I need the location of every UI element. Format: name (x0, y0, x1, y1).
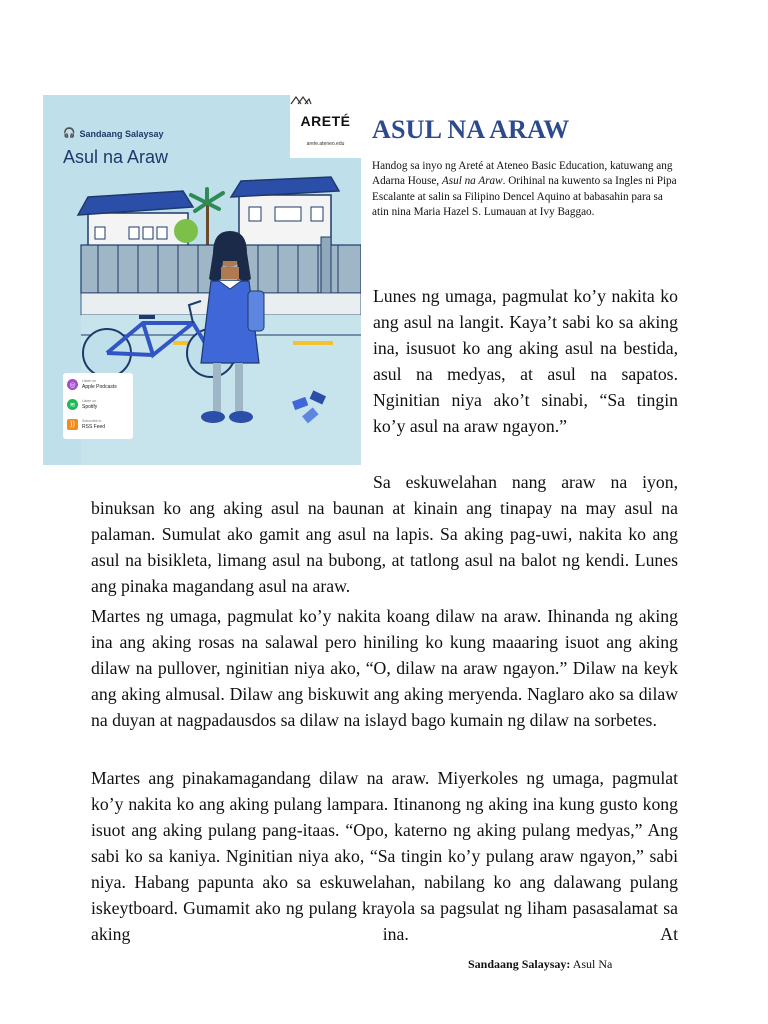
listen-rss-feed[interactable] (67, 419, 105, 430)
listen-small-label: Subscribe to (82, 419, 102, 423)
paragraph-tuesday: Martes ng umaga, pagmulat ko’y nakita koang dilaw na araw. Ihinanda ng aking ina ang aking rosas na salawal pero hiniling ko kung maaaring isuot ang aking dilaw na pullover, nginitian niya ako, “O, dilaw na araw ngayon.” Dilaw na keyk ang aking almusal. Dilaw ang biskuwit ang aking meryenda. Naglaro ako sa dilaw na duyan at nagpadausdos sa dilaw na islayd bago kumain ng dilaw na sorbetes. (91, 606, 678, 730)
paragraph-school-wrap (91, 469, 678, 599)
headphones-icon: 🎧 (63, 128, 76, 139)
arete-mark-icon (290, 95, 312, 105)
listen-panel (63, 373, 133, 439)
intro-paragraph (372, 159, 682, 221)
paragraph-wednesday: Martes ang pinakamagandang dilaw na araw. Miyerkoles ng umaga, pagmulat ko’y nakita ko ang aking pulang lampara. Itinanong ng aking ina kung gusto kong isuot ang aking pulang pang-itaas. “Opo, katerno ng aking pulang medyas,” Ang sabi ko sa kaniya. Nginitian niya ako, “Sa tingin ko’y pulang araw ngayon,” sabi niya. Habang papunta ako sa eskuwelahan, nabilang ko ang dalawang pulang iskeytboard. Gumamit ako ng pulang krayola sa pagsulat ng liham pasasalamat sa aking ina. At (91, 768, 678, 944)
story-title: ASUL NA ARAW (372, 115, 570, 144)
listen-small-label: Listen on (82, 379, 97, 383)
paragraph-school: Sa eskuwelahan nang araw na iyon, binuksan ko ang aking asul na baunan at kinain ang tinapay na may asul na palaman. Sumulat ako gamit ang asul na lapis. Sa aking pag-uwi, nakita ko ang asul na bisikleta, limang asul na bubong, at tatlong asul na balot ng kendi. Lunes ang pinaka magandang asul na araw. (91, 472, 678, 596)
cover-artwork (43, 95, 361, 465)
listen-apple-podcasts[interactable] (67, 379, 117, 390)
intro-title-italic: Asul na Araw (441, 175, 503, 188)
listen-spotify[interactable] (67, 399, 97, 410)
page-footer (468, 957, 612, 972)
listen-small-label: Listen on (82, 399, 97, 403)
cover-series-label: Sandaang Salaysay (79, 128, 164, 139)
footer-title: Asul Na (570, 957, 613, 971)
apple-podcasts-icon: ◎ (67, 379, 78, 390)
intro-text: Handog sa inyo ng Areté at Ateneo Basic Education, katuwang ang Adarna House, (372, 160, 673, 188)
cover-title: Asul na Araw (63, 147, 169, 167)
spotify-icon: ≋ (67, 399, 78, 410)
listen-service-label: RSS Feed (82, 424, 106, 430)
logo-wordmark: ARETÉ (300, 113, 351, 129)
intro-text-end: . Orihinal na kuwento sa Ingles ni Pipa Escalante at salin sa Filipino Dencel Aquino at babasahin para sa atin nina Maria Hazel S. Lumauan at Ivy Baggao. (372, 175, 677, 219)
arete-logo (290, 95, 361, 158)
logo-url: arete.ateneo.edu (306, 141, 345, 147)
footer-series-label: Sandaang Salaysay: (468, 957, 571, 971)
listen-service-label: Apple Podcasts (82, 384, 117, 390)
cover-series (63, 128, 164, 139)
listen-service-label: Spotify (82, 404, 98, 410)
paragraph-monday: Lunes ng umaga, pagmulat ko’y nakita ko ang asul na langit. Kaya’t sabi ko sa aking ina, isusuot ko ang aking asul na bestida, asul na medyas, at asul na sapatos. Nginitian niya ako’t sinabi, “Sa tingin ko’y asul na araw ngayon.” (373, 286, 678, 436)
rss-feed-icon: )) (67, 419, 78, 430)
